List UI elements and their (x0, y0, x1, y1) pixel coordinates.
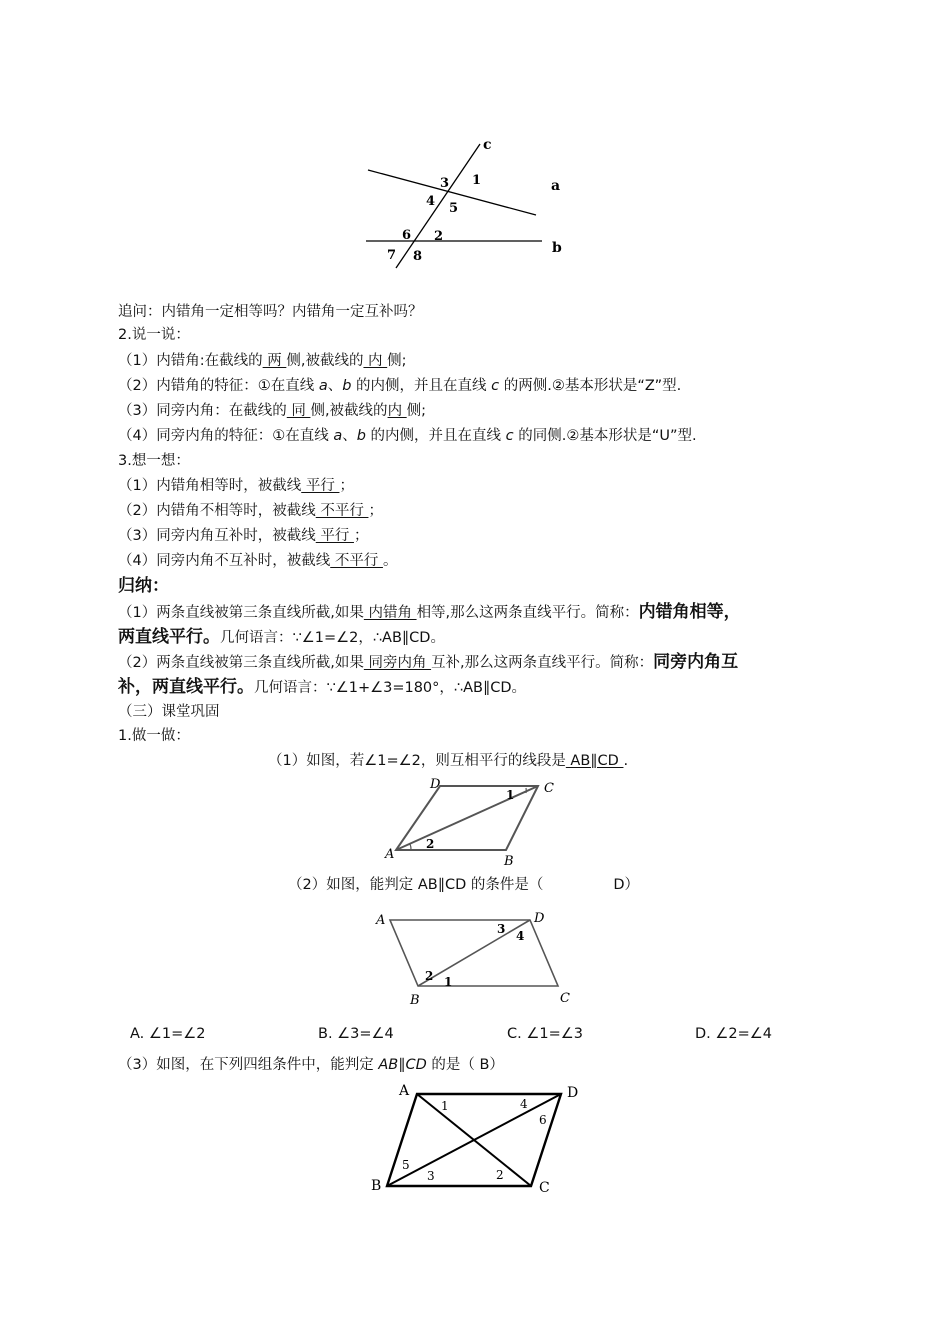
question-1: （1）如图，若∠1=∠2，则互相平行的线段是 AB∥CD . (268, 753, 629, 769)
angle-2-label: 2 (434, 229, 444, 244)
vertex-d: D (430, 777, 441, 792)
label-c: c (483, 137, 492, 153)
think-title: 3.想一想： (118, 453, 190, 469)
think-item-1: （1）内错角相等时，被截线 平行 ； (118, 478, 354, 494)
say-title: 2.说一说： (118, 327, 190, 343)
vertex-b: B (371, 1178, 382, 1194)
angle-7-label: 7 (387, 248, 397, 263)
angle-3-label: 3 (427, 1169, 435, 1183)
summary-item-1-line2: 两直线平行。几何语言：∵∠1=∠2，∴AB∥CD。 (118, 627, 445, 647)
option-c[interactable]: C. ∠1=∠3 (507, 1026, 583, 1042)
angle-4-label: 4 (516, 929, 525, 943)
angle-6-label: 6 (539, 1113, 547, 1127)
vertex-a: A (399, 1083, 410, 1099)
angle-6-label: 6 (402, 228, 412, 243)
think-item-3: （3）同旁内角互补时，被截线 平行 ； (118, 528, 369, 544)
label-b: b (552, 240, 562, 256)
angle-5-label: 5 (449, 201, 459, 216)
angle-4-label: 4 (520, 1097, 528, 1111)
do-title: 1.做一做： (118, 728, 190, 744)
vertex-c: C (539, 1180, 550, 1196)
section-title: （三）课堂巩固 (118, 704, 220, 720)
vertex-a: A (385, 847, 395, 862)
vertex-b: B (410, 993, 420, 1006)
angle-4-label: 4 (426, 194, 436, 209)
vertex-c: C (544, 781, 554, 796)
parallelogram-figure-2 (370, 906, 580, 1006)
angle-1-label: 1 (506, 788, 515, 802)
parallelogram-figure-1 (380, 772, 570, 867)
say-item-1: （1）内错角:在截线的 两 侧,被截线的 内 侧; (118, 353, 407, 369)
angle-3-label: 3 (497, 922, 506, 936)
option-d[interactable]: D. ∠2=∠4 (695, 1026, 772, 1042)
angle-3-label: 3 (440, 176, 450, 191)
say-item-4: （4）同旁内角的特征：①在直线 a、b 的内侧，并且在直线 c 的同侧.②基本形状是“U”型. (118, 428, 697, 444)
angle-5-label: 5 (402, 1158, 410, 1172)
angle-2-label: 2 (425, 969, 434, 983)
think-item-2: （2）内错角不相等时，被截线 不平行 ； (118, 503, 383, 519)
question-2: （2）如图，能判定 AB∥CD 的条件是（ D） (288, 877, 640, 893)
vertex-d: D (534, 911, 545, 926)
summary-item-1-line1: （1）两条直线被第三条直线所截,如果 内错角 相等,那么这两条直线平行。简称：内错角相等， (118, 602, 741, 622)
option-b[interactable]: B. ∠3=∠4 (318, 1026, 394, 1042)
question-3: （3）如图，在下列四组条件中，能判定 AB∥CD 的是（ B） (118, 1057, 504, 1073)
angle-2-label: 2 (426, 837, 435, 851)
transversal-figure (360, 132, 580, 272)
vertex-c: C (560, 991, 570, 1006)
option-a[interactable]: A. ∠1=∠2 (130, 1026, 206, 1042)
angle-2-label: 2 (496, 1168, 504, 1182)
say-item-2: （2）内错角的特征：①在直线 a、b 的内侧，并且在直线 c 的两侧.②基本形状是“Z”型. (118, 378, 682, 394)
label-a: a (551, 178, 561, 194)
followup-question: 追问：内错角一定相等吗？内错角一定互补吗？ (118, 304, 423, 320)
summary-item-2-line1: （2）两条直线被第三条直线所截,如果 同旁内角 互补,那么这两条直线平行。简称：同旁内角互 (118, 652, 739, 672)
angle-1-label: 1 (444, 975, 453, 989)
say-item-3: （3）同旁内角：在截线的 同 侧,被截线的内 侧; (118, 403, 427, 419)
summary-title: 归纳： (118, 576, 169, 596)
vertex-b: B (504, 854, 514, 867)
angle-1-label: 1 (441, 1099, 449, 1113)
summary-item-2-line2: 补，两直线平行。几何语言：∵∠1+∠3=180°，∴AB∥CD。 (118, 677, 527, 697)
quadrilateral-figure (365, 1080, 590, 1198)
angle-1-label: 1 (472, 173, 482, 188)
angle-8-label: 8 (413, 249, 423, 264)
vertex-a: A (376, 913, 386, 928)
think-item-4: （4）同旁内角不互补时，被截线 不平行 。 (118, 553, 398, 569)
vertex-d: D (567, 1085, 579, 1101)
